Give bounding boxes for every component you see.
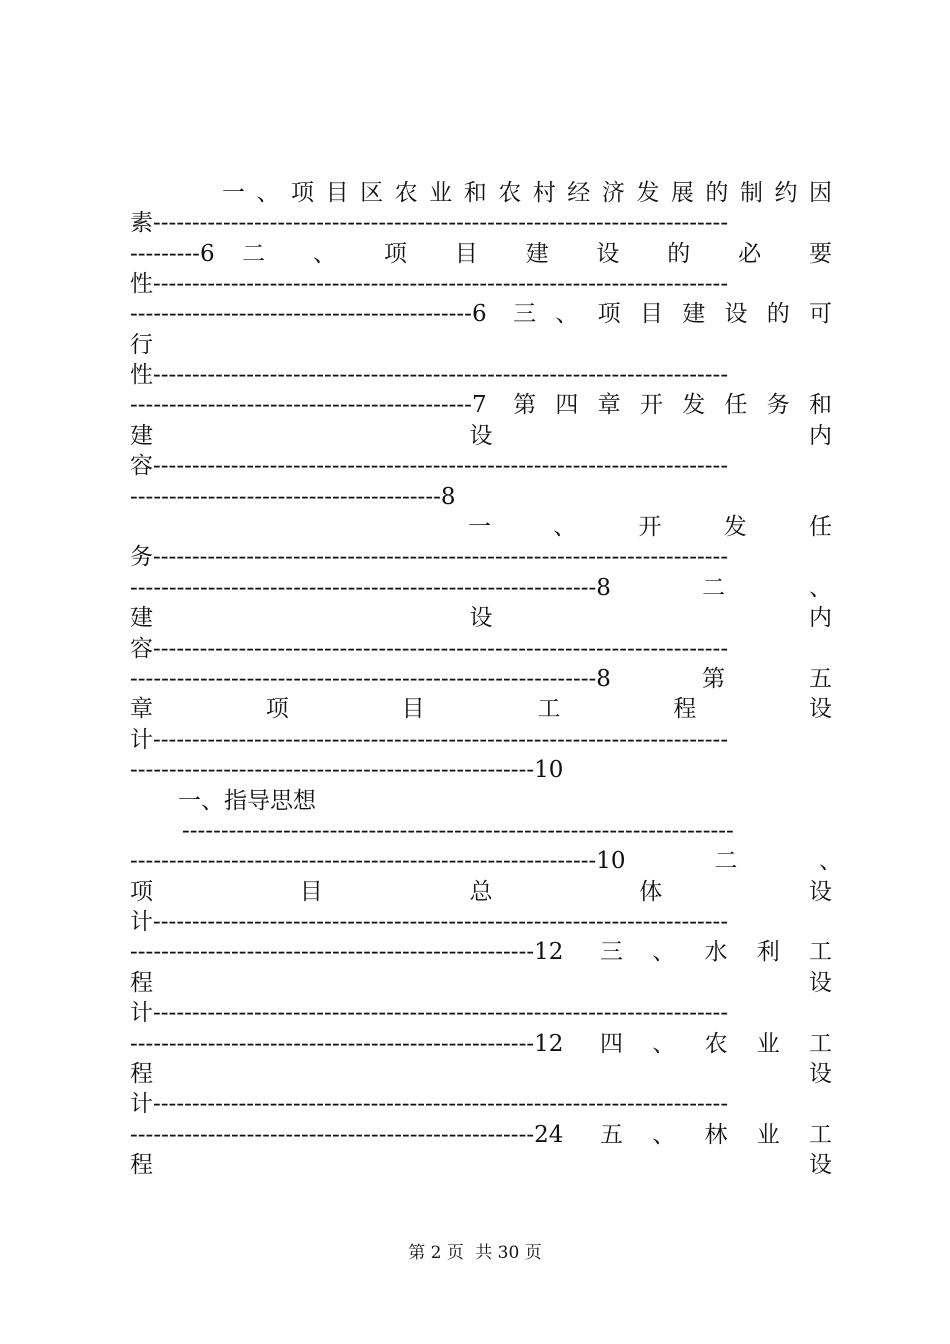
page-total: 共 30 页 [475, 1243, 542, 1263]
toc-line: 性-------------------------------------------------------------------------- [130, 271, 729, 297]
toc-line: 建 设 内 [130, 605, 832, 631]
toc-line: 章 项 目 工 程 设 [130, 696, 832, 722]
toc-line: 容-------------------------------------------------------------------------- [130, 453, 729, 479]
toc-line: ----------------------------------------------------12 三、水利工 [130, 939, 832, 965]
toc-line: 项 目 总 体 设 [130, 879, 832, 905]
toc-line: 程 设 [130, 970, 832, 996]
page-number: 第 2 页 [408, 1243, 464, 1263]
toc-line: ----------------------------------------------------24 五、林业工 [130, 1122, 832, 1148]
toc-line: 行 [130, 332, 153, 358]
toc-line: --------------------------------------------7 第四章开发任务和 [130, 392, 832, 418]
toc-line: ----------------------------------------------------10 [130, 757, 564, 783]
toc-line: 一、项目区农业和农村经济发展的制约因 [222, 180, 832, 206]
toc-line: ------------------------------------------------------------8 二、 [130, 575, 832, 601]
toc-line: 一、指导思想 [178, 788, 316, 814]
toc-line: ------------------------------------------------------------8 第五 [130, 666, 832, 692]
toc-line: ---------6 二 、 项 目 建 设 的 必 要 [130, 241, 832, 267]
page-footer [0, 1242, 950, 1264]
toc-line: 一 、 开 发 任 [468, 514, 832, 540]
toc-line: 程 设 [130, 1152, 832, 1178]
toc-line: 程 设 [130, 1061, 832, 1087]
toc-line: ----------------------------------------8 [130, 484, 456, 510]
toc-line: 务-------------------------------------------------------------------------- [130, 544, 729, 570]
toc-line: 计-------------------------------------------------------------------------- [130, 1091, 729, 1117]
toc-line: 计-------------------------------------------------------------------------- [130, 909, 729, 935]
toc-line: ----------------------------------------------------12 四、农业工 [130, 1031, 832, 1057]
toc-line: --------------------------------------------6 三、项目建设的可 [130, 301, 832, 327]
toc-line: 性-------------------------------------------------------------------------- [130, 362, 729, 388]
toc-line: ----------------------------------------------------------------------- [182, 818, 734, 844]
toc-line: 素-------------------------------------------------------------------------- [130, 210, 729, 236]
toc-line: 计-------------------------------------------------------------------------- [130, 727, 729, 753]
toc-line: 建 设 内 [130, 423, 832, 449]
toc-line: 计-------------------------------------------------------------------------- [130, 1000, 729, 1026]
toc-line: ------------------------------------------------------------10 二、 [130, 848, 842, 874]
toc-line: 容-------------------------------------------------------------------------- [130, 636, 729, 662]
